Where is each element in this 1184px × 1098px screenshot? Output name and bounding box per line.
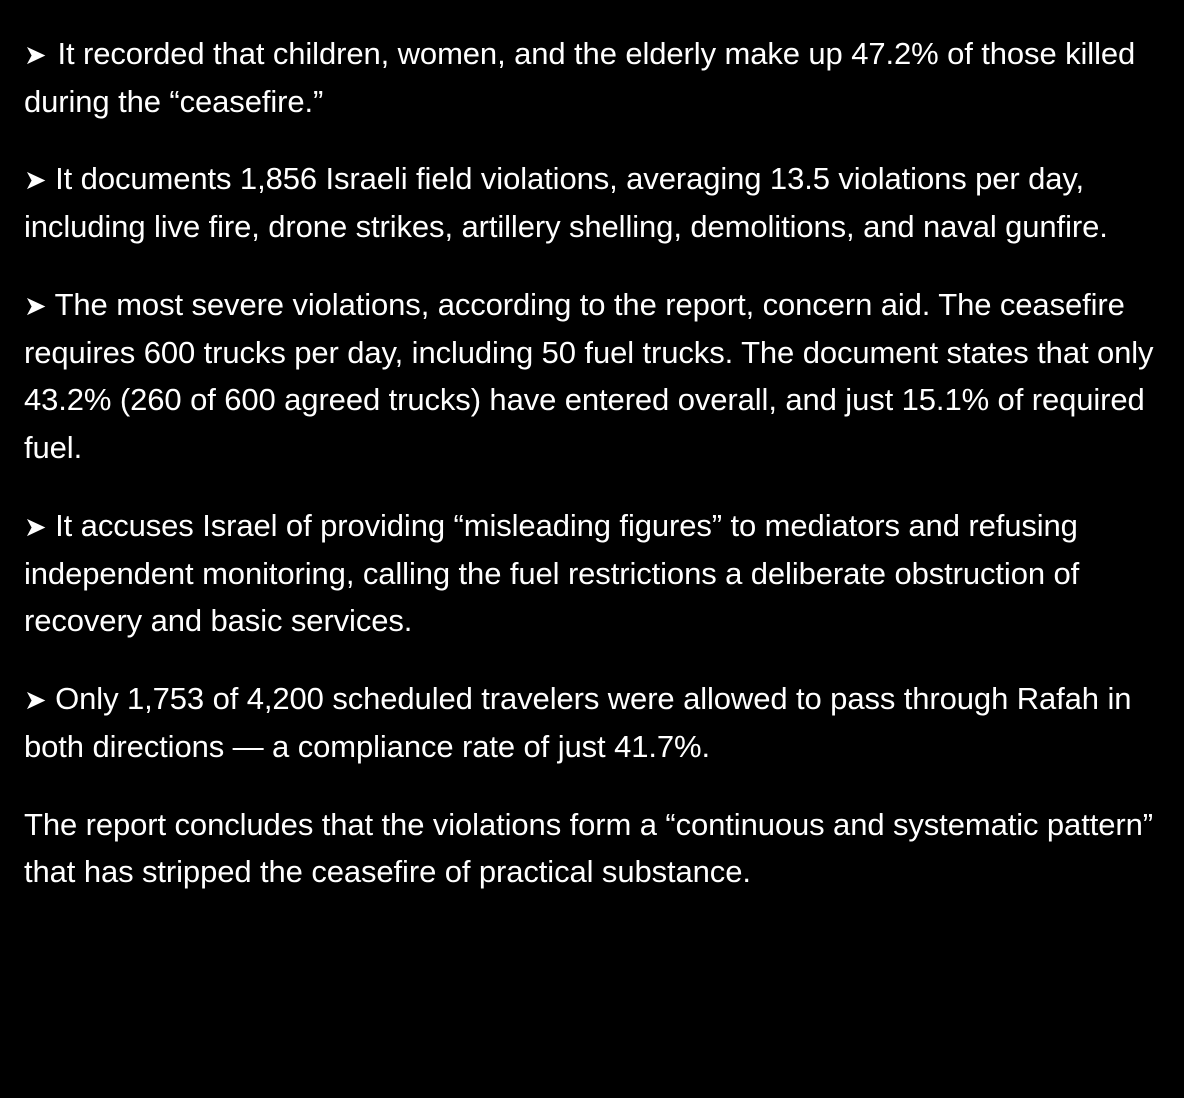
paragraph-1-text: It recorded that children, women, and the elderly make up 47.2% of those killed during the “ceasefire.” [24, 36, 1136, 119]
paragraph-6-text: The report concludes that the violations form a “continuous and systematic pattern” that has stripped the ceasefire of practical substance. [24, 806, 1153, 890]
paragraph-2-text: It documents 1,856 Israeli field violations, averaging 13.5 violations per day, including live fire, drone strikes, artillery shelling, demolitions, and naval gunfire. [24, 161, 1108, 245]
arrow-bullet-icon: ➤ [24, 40, 58, 70]
arrow-bullet-icon: ➤ [24, 165, 47, 196]
paragraph-6 [24, 801, 1160, 896]
paragraph-2 [24, 155, 1160, 250]
paragraph-4 [24, 502, 1160, 645]
paragraph-3-text: The most severe violations, according to the report, concern aid. The ceasefire requires 600 trucks per day, including 50 fuel trucks. The document states that only 43.2% (260 of 600 agreed trucks) have entered overall, and just 15.1% of required fuel. [24, 286, 1154, 466]
paragraph-5-text: Only 1,753 of 4,200 scheduled travelers were allowed to pass through Rafah in both directions — a compliance rate of just 41.7%. [24, 681, 1132, 764]
paragraph-4-text: It accuses Israel of providing “misleading figures” to mediators and refusing independent monitoring, calling the fuel restrictions a deliberate obstruction of recovery and basic services. [24, 507, 1080, 639]
paragraph-1 [24, 30, 1160, 125]
arrow-bullet-icon: ➤ [24, 290, 47, 321]
paragraph-3 [24, 281, 1160, 472]
arrow-bullet-icon: ➤ [24, 685, 47, 716]
arrow-bullet-icon: ➤ [24, 511, 47, 542]
paragraph-5 [24, 675, 1160, 770]
